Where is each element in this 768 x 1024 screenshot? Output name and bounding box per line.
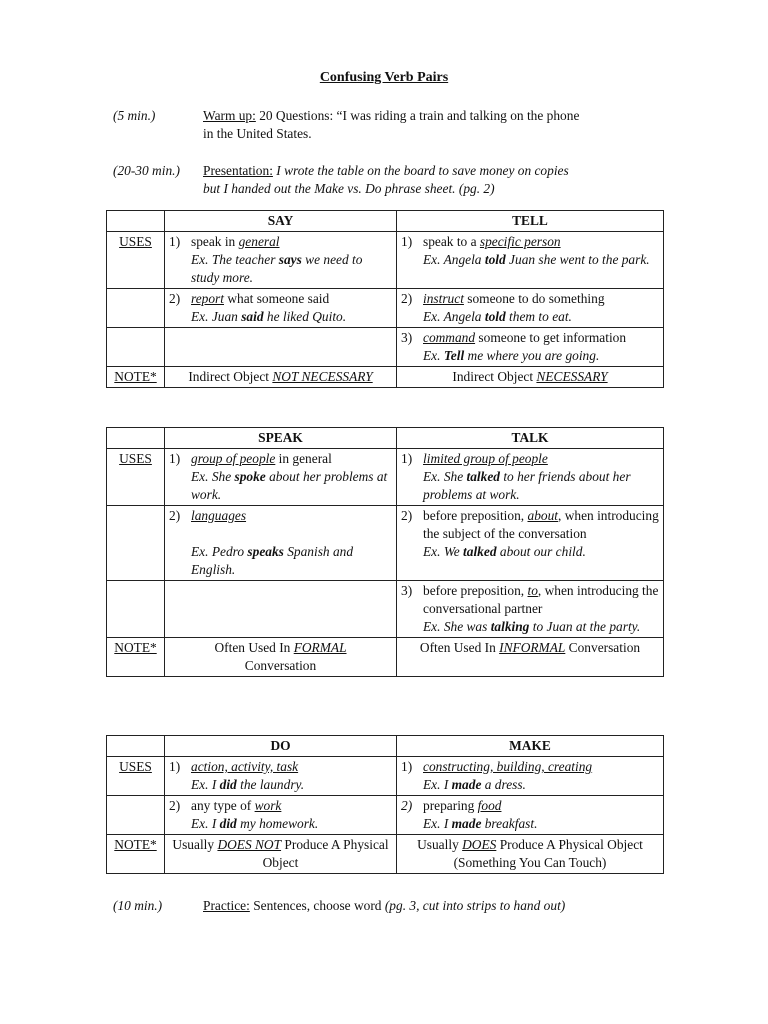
presentation-text2: but I handed out the Make vs. Do phrase sheet. (pg. 2) <box>203 181 495 196</box>
empty-cell <box>107 581 165 638</box>
practice-label: Practice: <box>203 898 250 913</box>
presentation-time: (20-30 min.) <box>113 163 180 178</box>
table-row <box>107 232 664 289</box>
note-label: NOTE* <box>107 638 165 677</box>
table-row <box>107 757 664 796</box>
header-talk: TALK <box>397 428 664 449</box>
empty-cell <box>165 581 397 638</box>
practice-body <box>203 897 673 915</box>
table-row <box>107 367 664 388</box>
empty-cell <box>107 796 165 835</box>
empty-cell <box>107 289 165 328</box>
tell-note: Indirect Object NECESSARY <box>397 367 664 388</box>
table-row <box>107 506 664 581</box>
uses-label: USES <box>107 449 165 506</box>
table-corner <box>107 736 165 757</box>
empty-cell <box>165 328 397 367</box>
tell-use-1: 1) speak to a specific person Ex. Angela told Juan she went to the park. <box>397 232 664 289</box>
header-speak: SPEAK <box>165 428 397 449</box>
make-use-1: 1) constructing, building, creating Ex. I made a dress. <box>397 757 664 796</box>
table-row <box>107 796 664 835</box>
make-note: Usually DOES Produce A Physical Object (Something You Can Touch) <box>397 835 664 874</box>
speak-use-2: 2) languages Ex. Pedro speaks Spanish and English. <box>165 506 397 581</box>
empty-cell <box>107 328 165 367</box>
warmup-time: (5 min.) <box>113 108 156 123</box>
warmup-label: Warm up: <box>203 108 256 123</box>
do-note: Usually DOES NOT Produce A Physical Object <box>165 835 397 874</box>
header-make: MAKE <box>397 736 664 757</box>
make-use-2: 2) preparing food Ex. I made breakfast. <box>397 796 664 835</box>
table-row <box>107 835 664 874</box>
table-header-row <box>107 428 664 449</box>
talk-use-3: 3) before preposition, to, when introducing the conversational partner Ex. She was talking to Juan at the party. <box>397 581 664 638</box>
note-label: NOTE* <box>107 367 165 388</box>
warmup-text: 20 Questions: “I was riding a train and talking on the phone <box>255 108 580 123</box>
speak-talk-table <box>106 427 664 677</box>
speak-note: Often Used In FORMAL Conversation <box>165 638 397 677</box>
presentation-text: I wrote the table on the board to save money on copies <box>272 163 569 178</box>
practice-time: (10 min.) <box>113 898 163 913</box>
say-use-2: 2) report what someone said Ex. Juan said he liked Quito. <box>165 289 397 328</box>
speak-use-1: 1) group of people in general Ex. She spoke about her problems at work. <box>165 449 397 506</box>
do-use-1: 1) action, activity, task Ex. I did the laundry. <box>165 757 397 796</box>
do-use-2: 2) any type of work Ex. I did my homework. <box>165 796 397 835</box>
table-header-row <box>107 211 664 232</box>
table-row <box>107 328 664 367</box>
tell-use-2: 2) instruct someone to do something Ex. Angela told them to eat. <box>397 289 664 328</box>
page-title: Confusing Verb Pairs <box>319 70 449 85</box>
table-row <box>107 449 664 506</box>
presentation-label: Presentation: <box>203 163 273 178</box>
header-say: SAY <box>165 211 397 232</box>
tell-use-3: 3) command someone to get information Ex. Tell me where you are going. <box>397 328 664 367</box>
practice-text: Sentences, choose word <box>249 898 385 913</box>
warmup-text2: in the United States. <box>203 126 312 141</box>
uses-label: USES <box>107 757 165 796</box>
do-make-table <box>106 735 664 874</box>
talk-use-1: 1) limited group of people Ex. She talked to her friends about her problems at work. <box>397 449 664 506</box>
header-tell: TELL <box>397 211 664 232</box>
practice-text-italic: (pg. 3, cut into strips to hand out) <box>384 898 566 913</box>
table-corner <box>107 428 165 449</box>
table-row <box>107 581 664 638</box>
note-label: NOTE* <box>107 835 165 874</box>
say-use-1: 1) speak in general Ex. The teacher says we need to study more. <box>165 232 397 289</box>
table-corner <box>107 211 165 232</box>
header-do: DO <box>165 736 397 757</box>
talk-note: Often Used In INFORMAL Conversation <box>397 638 664 677</box>
table-header-row <box>107 736 664 757</box>
say-tell-table <box>106 210 664 388</box>
presentation-body <box>203 162 673 198</box>
table-row <box>107 638 664 677</box>
talk-use-2: 2) before preposition, about, when introducing the subject of the conversation Ex. We talked about our child. <box>397 506 664 581</box>
say-note: Indirect Object NOT NECESSARY <box>165 367 397 388</box>
warmup-body <box>203 107 673 143</box>
uses-label: USES <box>107 232 165 289</box>
empty-cell <box>107 506 165 581</box>
table-row <box>107 289 664 328</box>
